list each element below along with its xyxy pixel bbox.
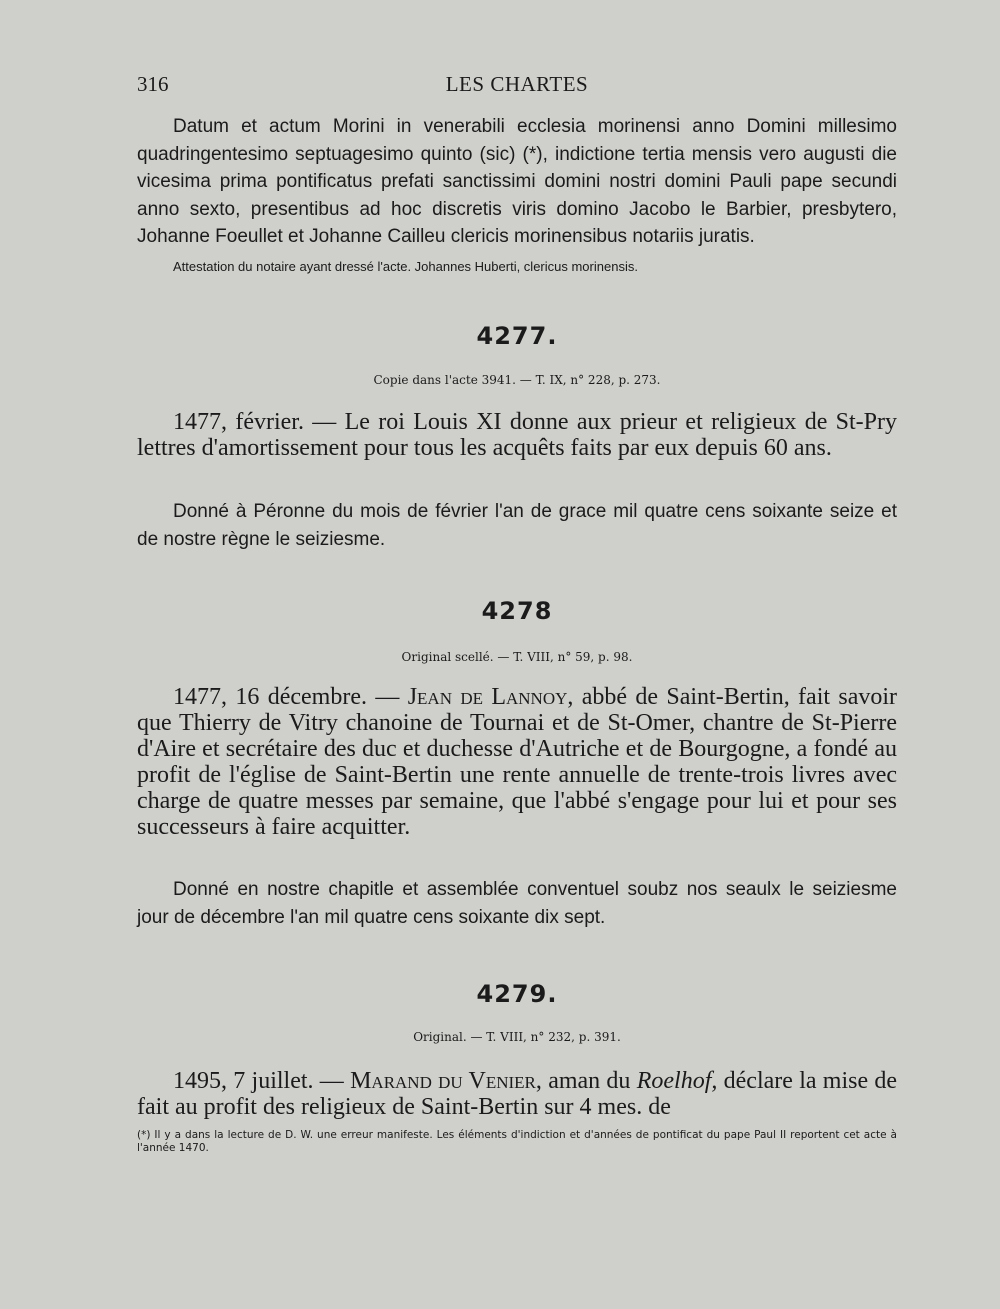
entry-date: 1477, février. — xyxy=(173,409,337,435)
entry-source: Copie dans l'acte 3941. — T. IX, n° 228, p. 273. xyxy=(373,373,661,387)
entry-actor: Jean de Lannoy, xyxy=(407,684,574,710)
entry-text: déclare la mise de fait au profit des religieux de Saint-Bertin sur 4 mes. de xyxy=(137,1068,898,1120)
page-number: 316 xyxy=(137,72,169,96)
entry-date: 1477, 16 décembre. — xyxy=(173,684,400,710)
entry-quote xyxy=(137,876,897,931)
intro-paragraph xyxy=(137,113,897,251)
entry-number: 4279. xyxy=(476,980,558,1008)
entry-place: Roelhof, xyxy=(636,1068,718,1094)
page-header xyxy=(137,72,897,100)
footnote: (*) Il y a dans la lecture de D. W. une erreur manifeste. Les éléments d'indiction et d'années de pontificat du pape Paul II reportent cet acte à l'année 1470. xyxy=(137,1129,897,1154)
entry-source: Original. — T. VIII, n° 232, p. 391. xyxy=(413,1030,621,1044)
entry-date: 1495, 7 juillet. — xyxy=(173,1068,344,1094)
attestation-note: Attestation du notaire ayant dressé l'acte. Johannes Huberti, clericus morinensis. xyxy=(173,259,638,274)
entry-body xyxy=(137,1068,897,1120)
entry-source: Original scellé. — T. VIII, n° 59, p. 98. xyxy=(401,650,633,664)
entry-text: abbé de Saint-Bertin, fait savoir que Thierry de Vitry chanoine de Tournai et de St-Omer, chantre de St-Pierre d'Aire et secrétaire des duc et duchesse d'Autriche et de Bourgogne, a fondé au profit de l'église de Saint-Bertin une rente annuelle de trente-trois livres avec charge de quatre messes par semaine, que l'abbé s'engage pour lui et pour ses successeurs à faire acquitter. xyxy=(137,684,898,840)
intro-text: Datum et actum Morini in venerabili ecclesia morinensi anno Domini millesimo quadringentesimo septuagesimo quinto (sic) (*), indictione tertia mensis vero augusti die vicesima prima pontificatus prefati sanctissimi domini nostri domini Pauli pape secundi anno sexto, presentibus ad hoc discretis viris domino Jacobo le Barbier, presbytero, Johanne Foeullet et Johanne Cailleu clericis morinensibus notariis juratis. xyxy=(137,116,897,247)
entry-text: Le roi Louis XI donne aux prieur et religieux de St-Pry lettres d'amortissement pour tous les acquêts faits par eux depuis 60 ans. xyxy=(137,409,898,461)
entry-quote-text: Donné en nostre chapitle et assemblée conventuel soubz nos seaulx le seiziesme jour de décembre l'an mil quatre cens soixante dix sept. xyxy=(137,879,897,928)
entry-body xyxy=(137,684,897,840)
running-title: LES CHARTES xyxy=(445,72,589,96)
entry-number: 4277. xyxy=(476,322,558,350)
entry-quote-text: Donné à Péronne du mois de février l'an de grace mil quatre cens soixante seize et de nostre règne le seiziesme. xyxy=(137,501,897,550)
entry-body xyxy=(137,409,897,461)
entry-number: 4278 xyxy=(481,597,553,625)
entry-text-pre: aman du xyxy=(548,1068,631,1094)
entry-quote xyxy=(137,498,897,553)
entry-actor: Marand du Venier, xyxy=(350,1068,542,1094)
